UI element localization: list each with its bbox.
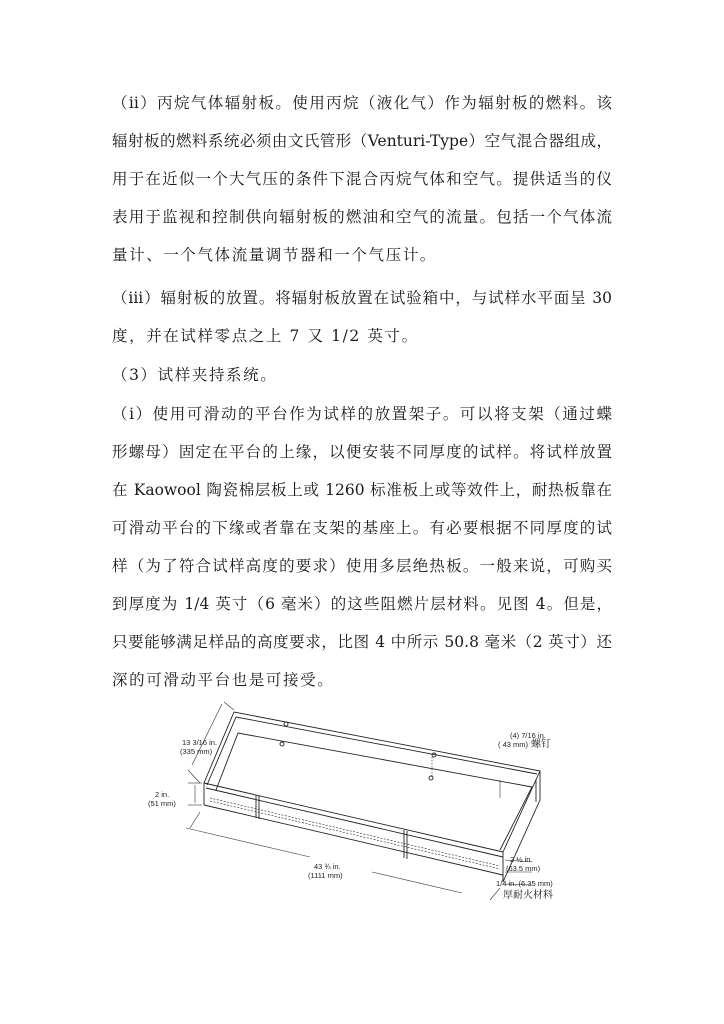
text-line: 表用于监视和控制供向辐射板的燃油和空气的流量。包括一个气体流 <box>112 208 612 226</box>
width-dimension-label: 13 3/16 in. <box>182 738 218 747</box>
text-line: 形螺母）固定在平台的上缘，以便安装不同厚度的试样。将试样放置 <box>112 443 612 461</box>
text-line: 可滑动平台的下缘或者靠在支架的基座上。有必要根据不同厚度的试 <box>112 519 612 537</box>
text-line: 用于在近似一个大气压的条件下混合丙烷气体和空气。提供适当的仪 <box>112 170 612 188</box>
text-line: 只要能够满足样品的高度要求，比图 4 中所示 50.8 毫米（2 英寸）还 <box>112 633 612 651</box>
thickness-label: 1/4 in. (6.35 mm) <box>496 879 553 888</box>
text-line: （iii）辐射板的放置。将辐射板放置在试验箱中，与试样水平面呈 30 <box>112 289 612 307</box>
text-line: 量计、一个气体流量调节器和一个气压计。 <box>112 246 437 264</box>
text-line: 度，并在试样零点之上 7 又 1/2 英寸。 <box>112 327 419 345</box>
screw-cn-label: 螺钉 <box>531 739 551 750</box>
height-dimension-mm: (51 mm) <box>148 799 176 808</box>
inner-height-mm: (63.5 mm) <box>506 864 541 873</box>
text-line: 样（为了符合试样高度的要求）使用多层绝热板。一般来说，可购买 <box>112 557 612 575</box>
sliding-platform-figure <box>148 700 580 910</box>
length-dimension-label: 43 ¾ in. <box>314 862 341 871</box>
thickness-cn-label: 厚耐火材料 <box>503 890 553 901</box>
text-line: 辐射板的燃料系统必须由文氏管形（Venturi-Type）空气混合器组成， <box>112 132 612 150</box>
text-line: （i）使用可滑动的平台作为试样的放置架子。可以将支架（通过蝶 <box>112 405 612 423</box>
text-line: 深的可滑动平台也是可接受。 <box>112 671 335 689</box>
section-heading: （3）试样夹持系统。 <box>112 366 278 384</box>
width-dimension-mm: (335 mm) <box>180 747 213 756</box>
text-line: 到厚度为 1/4 英寸（6 毫米）的这些阻燃片层材料。见图 4。但是， <box>112 595 612 613</box>
screw-qty-label: (4) 7/16 in. <box>510 731 546 740</box>
inner-height-label: 2 ½ in. <box>510 855 533 864</box>
text-line: （ii）丙烷气体辐射板。使用丙烷（液化气）作为辐射板的燃料。该 <box>112 94 612 112</box>
length-dimension-mm: (1111 mm) <box>308 871 343 880</box>
height-dimension-label: 2 in. <box>155 790 170 799</box>
screw-mm-label: ( 43 mm) <box>498 740 528 749</box>
text-line: 在 Kaowool 陶瓷棉层板上或 1260 标准板上或等效件上，耐热板靠在 <box>112 481 612 499</box>
